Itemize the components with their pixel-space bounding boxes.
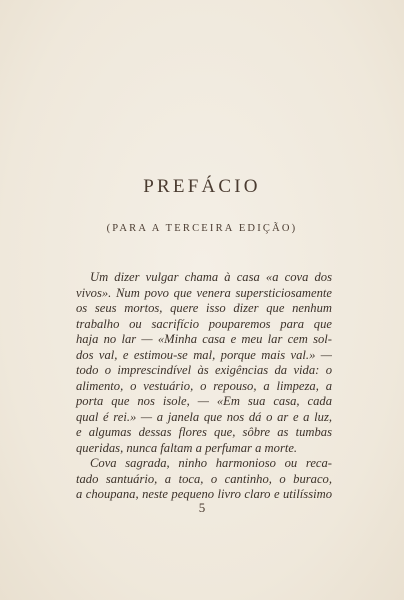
text-line: dos val, e estimou-se mal, porque mais val.» — xyxy=(76,347,332,362)
text-line: queridas, nunca faltam a perfumar a morte. xyxy=(76,440,298,455)
text-line: todo o imprescindível às exigências da vida: o xyxy=(76,363,332,377)
text-line: Um dizer vulgar chama à casa «a cova dos xyxy=(90,270,332,284)
text-line: os seus mortos, quere isso dizer que nenhum xyxy=(76,301,332,315)
text-line: tado santuário, a toca, o cantinho, o buraco, xyxy=(76,471,332,486)
body-text xyxy=(76,270,332,503)
page-title: PREFÁCIO xyxy=(143,176,261,197)
text-line: qual é rei.» — a janela que nos dá o ar e a luz, xyxy=(76,409,332,424)
text-line: a choupana, neste pequeno livro claro e utilíssimo xyxy=(76,487,332,501)
page-subtitle: (PARA A TERCEIRA EDIÇÃO) xyxy=(106,223,298,234)
text-line: alimento, o vestuário, o repouso, a limpeza, a xyxy=(76,378,332,393)
text-line: vivos». Num povo que venera supersticiosamente xyxy=(76,285,332,300)
text-line: porta que nos isole, — «Em sua casa, cada xyxy=(76,394,332,408)
text-line: e algumas dessas flores que, sôbre as tumbas xyxy=(76,425,332,439)
page-number: 5 xyxy=(198,500,206,515)
text-line: trabalho ou sacrifício pouparemos para que xyxy=(76,316,332,331)
text-line: haja no lar — «Minha casa e meu lar cem sol- xyxy=(76,332,332,346)
text-line: Cova sagrada, ninho harmonioso ou reca- xyxy=(90,456,332,470)
